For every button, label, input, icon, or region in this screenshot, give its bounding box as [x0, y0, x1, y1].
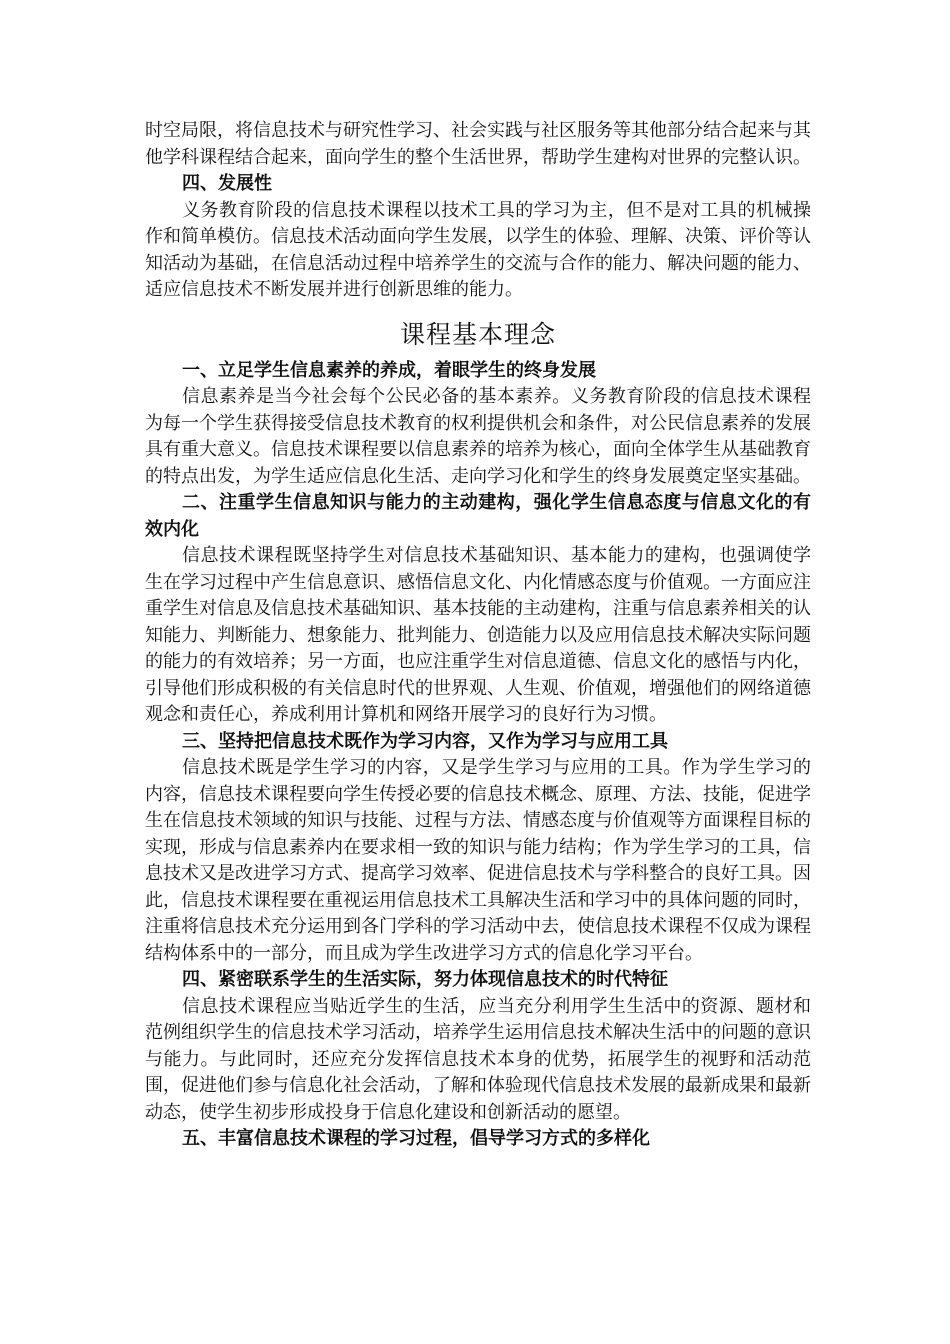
section-heading: 三、坚持把信息技术既作为学习内容，又作为学习与应用工具 — [182, 730, 668, 752]
section-heading: 五、丰富信息技术课程的学习过程，倡导学习方式的多样化 — [182, 1128, 650, 1149]
section-heading: 二、注重学生信息知识与能力的主动建构，强化学生信息态度与信息文化的有效内化 — [145, 492, 811, 540]
section-heading: 四、紧密联系学生的生活实际，努力体现信息技术的时代特征 — [182, 969, 668, 990]
paragraph: 信息素养是当今社会每个公民必备的基本素养。义务教育阶段的信息技术课程为每一个学生获得接受信息技术教育的权利提供机会和条件，对公民信息素养的发展具有重大意义。信息技术课程要以信息素养的培养为核心，面向全体学生从基础教育的特点出发，为学生适应信息化生活、走向学习化和学生的终身发展奠定坚实基础。 — [145, 386, 811, 487]
document-page — [145, 118, 811, 1153]
paragraph: 信息技术课程既坚持学生对信息技术基础知识、基本能力的建构，也强调使学生在学习过程中产生信息意识、感悟信息文化、内化情感态度与价值观。一方面应注重学生对信息及信息技术基础知识、基本技能的主动建构，注重与信息素养相关的认知能力、判断能力、想象能力、批判能力、创造能力以及应用信息技术解决实际问题的能力的有效培养；另一方面，也应注重学生对信息道德、信息文化的感悟与内化，引导他们形成积极的有关信息时代的世界观、人生观、价值观，增强他们的网络道德观念和责任心，养成利用计算机和网络开展学习的良好行为习惯。 — [145, 545, 811, 725]
section-heading: 一、立足学生信息素养的养成，着眼学生的终身发展 — [182, 359, 596, 381]
paragraph: 义务教育阶段的信息技术课程以技术工具的学习为主，但不是对工具的机械操作和简单模仿。信息技术活动面向学生发展，以学生的体验、理解、决策、评价等认知活动为基础，在信息活动过程中培养学生的交流与合作的能力、解决问题的能力、适应信息技术不断发展并进行创新思维的能力。 — [145, 199, 811, 300]
section-heading: 四、发展性 — [182, 173, 272, 194]
chapter-title: 课程基本理念 — [399, 319, 556, 349]
paragraph: 信息技术课程应当贴近学生的生活，应当充分利用学生生活中的资源、题材和范例组织学生的信息技术学习活动，培养学生运用信息技术解决生活中的问题的意识与能力。与此同时，还应充分发挥信息技术本身的优势，拓展学生的视野和活动范围，促进他们参与信息化社会活动，了解和体验现代信息技术发展的最新成果和最新动态，使学生初步形成投身于信息化建设和创新活动的愿望。 — [145, 995, 811, 1123]
paragraph: 信息技术既是学生学习的内容，又是学生学习与应用的工具。作为学生学习的内容，信息技术课程要向学生传授必要的信息技术概念、原理、方法、技能，促进学生在信息技术领域的知识与技能、过程与方法、情感态度与价值观等方面课程目标的实现，形成与信息素养内在要求相一致的知识与能力结构；作为学生学习的工具，信息技术又是改进学习方式、提高学习效率、促进信息技术与学科整合的良好工具。因此，信息技术课程要在重视运用信息技术工具解决生活和学习中的具体问题的同时，注重将信息技术充分运用到各门学科的学习活动中去，使信息技术课程不仅成为课程结构体系中的一部分，而且成为学生改进学习方式的信息化学习平台。 — [145, 757, 811, 964]
paragraph: 时空局限，将信息技术与研究性学习、社会实践与社区服务等其他部分结合起来与其他学科课程结合起来，面向学生的整个生活世界，帮助学生建构对世界的完整认识。 — [145, 120, 811, 168]
